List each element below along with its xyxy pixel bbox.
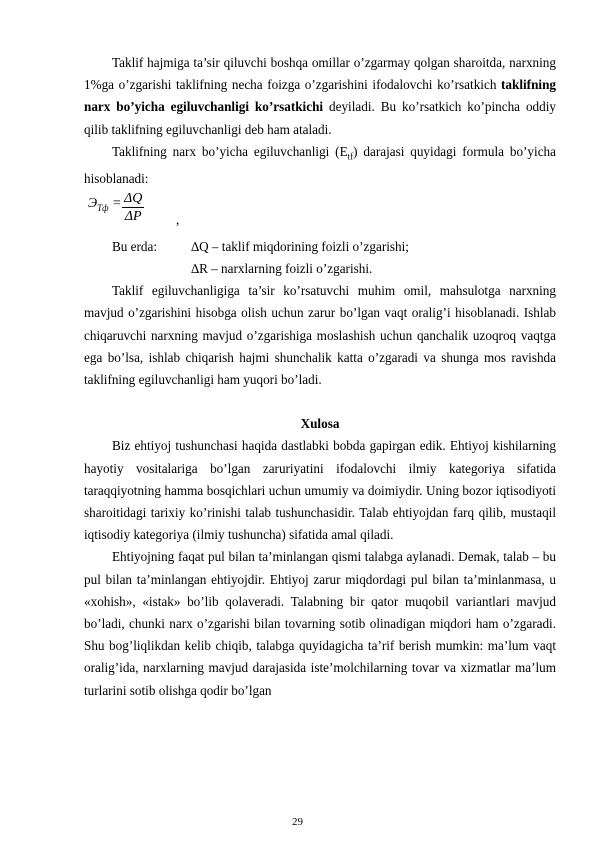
section-heading-xulosa: Xulosa — [300, 416, 340, 432]
p2-text-c: ) darajasi quyidagi formula bo’yicha hisoblanadi: — [84, 143, 556, 186]
page-number: 29 — [292, 816, 303, 828]
paragraph-demand-definition: Ehtiyojning faqat pul bilan ta’minlangan qismi talabga aylanadi. Demak, talab – bu pul bilan ta’minlangan ehtiyojdir. Ehtiyoj zarur miqdordagi pul bilan ta’minlanmasa, u «xohish», «istak» bo’lib qolaveradi. Talabning bir qator muqobil variantlari mavjud bo’ladi, chunki narx o’zgarishi bilan tovarning sotib olinadigan miqdori ham o’zgaradi. Shu bog’liqlikdan kelib chiqib, talabga quyidagicha ta’rif berish mumkin: ma’lum vaqt oralig’ida, narxlarning mavjud darajasida iste’molchilarning tovar va xizmatlar ma’lum turlarini sotib olishga qodir bo’lgan — [84, 549, 556, 698]
p1-text-a: Taklif hajmiga ta’sir qiluvchi boshqa omillar o’zgarmay qolgan sharoitda, narxning 1%ga o’zgarishi taklifning necha foizga o’zgarishini ifodalovchi ko’rsatkich — [84, 55, 556, 93]
p2-subscript: tf — [347, 151, 354, 162]
paragraph-need-concept: Biz ehtiyoj tushunchasi haqida dastlabki bobda gapirgan edik. Ehtiyoj kishilarning hayotiy vositalariga bo’lgan zaruriyatini ifodalovchi ilmiy kategoriya sifatida taraqqiyotning hamma bosqichlari uchun umumiy va doimiydir. Uning bozor iqtisodiyoti sharoitidagi tarixiy ko’rinishi talab tushunchasidir. Talab ehtiyojdan farq qilib, mustaqil iqtisodiy kategoriya (ilmiy tushuncha) sifatida amal qiladi. — [84, 438, 556, 543]
paragraph-time-factor: Taklif egiluvchanligiga ta’sir ko’rsatuvchi muhim omil, mahsulotga narxning mavjud o’zgarishini hisobga olish uchun zarur bo’lgan vaqt oralig’i hisoblanadi. Ishlab chiqaruvchi narxning mavjud o’zgarishiga moslashish uchun qanchalik uzoqroq vaqtga ega bo’lsa, ishlab chiqarish hajmi shunchalik katta o’zgaradi va shunga mos ravishda taklifning egiluvchanligi ham yuqori bo’ladi. — [84, 283, 556, 388]
definitions-label: Bu erda: — [112, 238, 158, 254]
page-content — [84, 52, 556, 702]
definition-row-r — [84, 258, 556, 280]
paragraph-formula-intro — [84, 141, 556, 190]
p2-text-a: Taklifning narx bo’yicha egiluvchanligi (E — [112, 143, 348, 159]
elasticity-formula — [84, 190, 556, 236]
p1-bold-term: taklifning narx bo’yicha egiluvchanligi ko’rsatkichi — [84, 77, 556, 115]
definition-row-q — [84, 236, 556, 258]
formula-comma: , — [176, 211, 180, 227]
p1-text-c: deyiladi. Bu ko’rsatkich ko’pincha oddiy qilib taklifning egiluvchanligi deb ham ataladi. — [84, 99, 556, 137]
formula-denominator: ΔP — [124, 208, 142, 224]
formula-fraction — [122, 190, 144, 225]
definition-q: ∆Q – taklif miqdorining foizli o’zgarishi; — [191, 238, 409, 254]
formula-lhs: $Э_{Тф}$ — [88, 195, 109, 213]
formula-equals: = — [112, 195, 122, 211]
formula-numerator: ΔQ — [124, 190, 143, 206]
paragraph-supply-elasticity-definition — [84, 52, 556, 141]
formula-lhs-subscript: Тф — [97, 202, 109, 213]
definition-r: ∆R – narxlarning foizli o’zgarishi. — [191, 261, 373, 277]
